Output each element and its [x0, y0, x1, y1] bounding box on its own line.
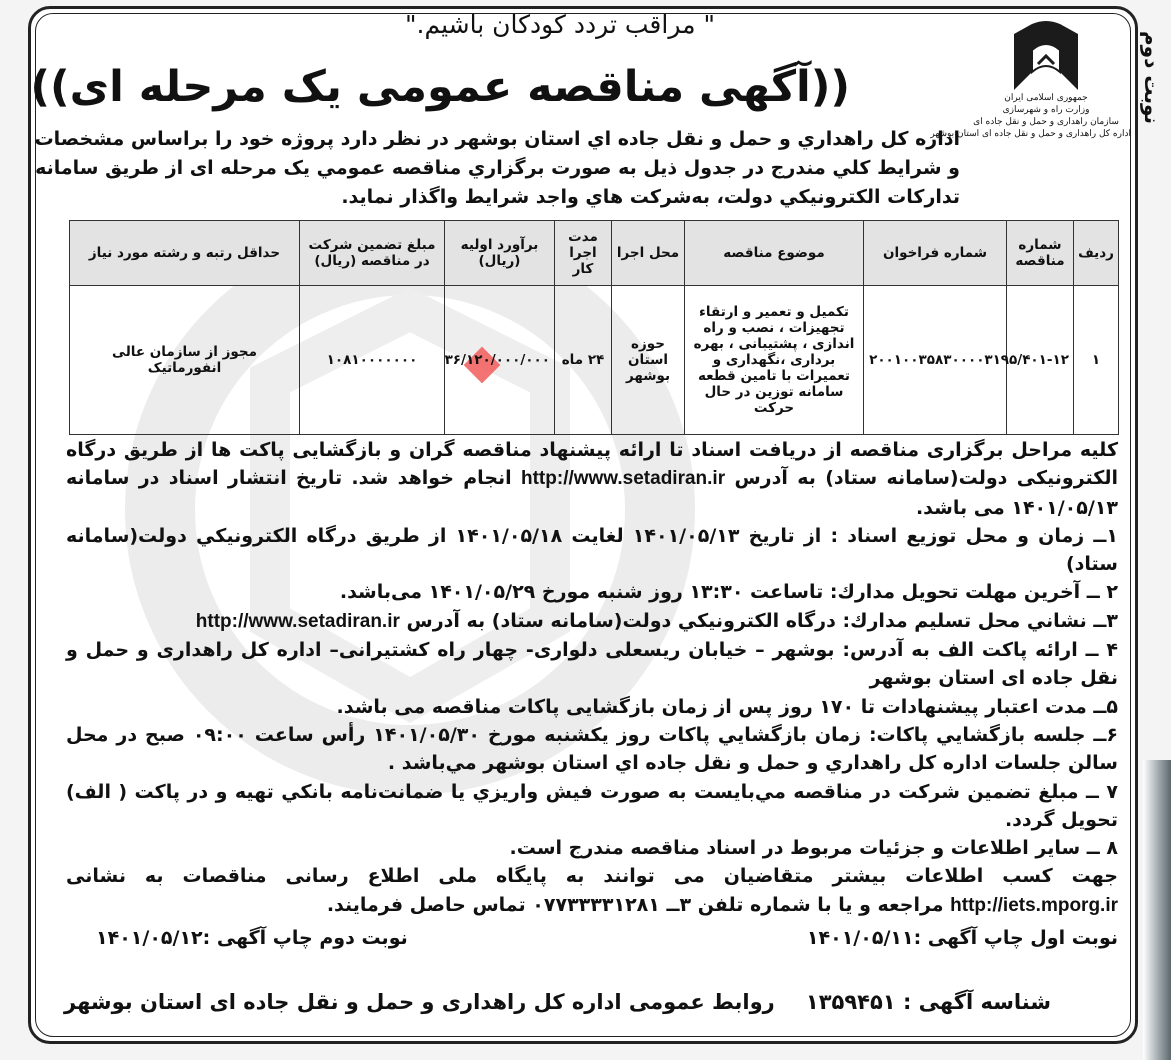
table-header-row — [70, 221, 1119, 286]
item-1-label: ۱ــ زمان و محل توزیع اسناد : — [830, 524, 1118, 547]
item-6 — [66, 721, 1118, 778]
col-header-row: رديف — [1074, 221, 1119, 286]
item-7: ۷ ــ مبلغ تضمين شركت در مناقصه مي‌بايست به صورت فيش واريزي يا ضمانت‌نامه بانكي تهيه و در پاكت ( الف) تحويل گردد. — [66, 780, 1118, 831]
table-row — [70, 286, 1119, 435]
first-print-date: نوبت اول چاپ آگهی :۱۴۰۱/۰۵/۱۱ — [806, 927, 1118, 949]
cell-subject: تكميل و تعمير و ارتقاء تجهيزات ، نصب و راه اندازی ، پشتیبانی ، بهره برداری ،نگهداری و تعميرات با تامين قطعه سامانه توزين در حال حركت — [685, 286, 864, 435]
slogan: " مراقب تردد کودکان باشیم." — [405, 10, 715, 39]
logo-line-4: اداره کل راهداری و حمل و نقل جاده ای استان بوشهر — [930, 129, 1131, 139]
second-print-date: نوبت دوم چاپ آگهی :۱۴۰۱/۰۵/۱۲ — [96, 927, 408, 949]
item-4-label: ۴ ــ ارائه پاکت الف به آدرس: — [842, 639, 1118, 662]
logo-line-2: وزارت راه و شهرسازی — [1002, 105, 1090, 115]
item-3-label: ۳ــ نشاني محل تسليم مدارك: — [842, 609, 1118, 632]
col-header-location: محل اجرا — [612, 221, 685, 286]
item-8: ۸ ــ ساير اطلاعات و جزئيات مربوط در اسناد مناقصه مندرج است. — [509, 837, 1118, 860]
item-1-text: از تاريخ ۱۴۰۱/۰۵/۱۳ لغايت ۱۴۰۱/۰۵/۱۸ از طريق درگاه الكترونيكي دولت(سامانه ستاد) — [66, 524, 1118, 576]
item-4-text: بوشهر – خیابان ریسعلی دلواری- چهار راه كشتیرانی– اداره كل راهداری و حمل و نقل جاده ای استان بوشهر — [66, 639, 1118, 690]
general-paragraph — [66, 436, 1118, 522]
intro-line: تداركات الكترونيكي دولت، به‌شركت هاي واجد شرايط واگذار نمايد. — [341, 186, 960, 208]
col-header-tender-no: شماره مناقصه — [1007, 221, 1074, 286]
general-text-b: انجام خواهد شد. تاريخ انتشار اسناد در سامانه ۱۴۰۱/۰۵/۱۳ می باشد. — [66, 467, 1118, 519]
col-header-call-no: شماره فراخوان — [864, 221, 1007, 286]
contact-paragraph — [66, 862, 1118, 920]
cell-guarantee: ۱۰۸۱۰۰۰۰۰۰۰ — [300, 286, 445, 435]
cell-duration: ۲۴ ماه — [555, 286, 612, 435]
item-6-text: زمان بازگشايي پاكات روز يكشنبه مورخ ۱۴۰۱/۰۵/۳۰ رأس ساعت ۰۹:۰۰ صبح در محل سالن جلسات اداره كل راهداري و حمل و نقل جاده اي استان بوشهر مي‌باشد . — [66, 723, 1118, 775]
ad-id: شناسه آگهی : ۱۳۵۹۴۵۱ — [805, 990, 1051, 1014]
cell-location: حوزه استان بوشهر — [612, 286, 685, 435]
cell-tender-no: ۹۵/۴۰۱-۱۲ — [1007, 286, 1074, 435]
col-header-duration: مدت اجرا كار — [555, 221, 612, 286]
item-6-label: ۶ــ جلسه بازگشايي پاكات: — [868, 723, 1118, 746]
item-5: ۵ــ مدت اعتبار پیشنهادات تا ۱۷۰ روز پس از زمان بازگشایی پاكات مناقصه می باشد. — [336, 695, 1118, 718]
contact-text-a: جهت كسب اطلاعات بيشتر متقاضيان می توانند به پایگاه ملی اطلاع رسانی مناقصات به نشانی — [66, 865, 1118, 888]
col-header-guarantee: مبلغ تضمين شركت در مناقصه (ريال) — [300, 221, 445, 286]
logo-line-3: سازمان راهداری و حمل و نقل جاده ای — [973, 117, 1119, 127]
col-header-qualification: حداقل رتبه و رشته مورد نياز — [70, 221, 300, 286]
col-header-subject: موضوع مناقصه — [685, 221, 864, 286]
ministry-logo — [930, 20, 1131, 190]
tender-table — [69, 220, 1119, 435]
col-header-estimate: برآورد اوليه (ريال) — [445, 221, 555, 286]
cell-row: ۱ — [1074, 286, 1119, 435]
intro-paragraph — [34, 125, 960, 212]
print-dates — [66, 927, 1118, 957]
item-1 — [66, 522, 1118, 579]
item-4 — [66, 636, 1118, 693]
setad-link[interactable]: http://www.setadiran.ir — [521, 468, 726, 490]
body-text — [66, 436, 1118, 920]
item-2-label: ۲ ــ آخرین مهلت تحویل مدارك: — [829, 581, 1118, 604]
organization-signature: روابط عمومی اداره کل راهداری و حمل و نقل جاده ای استان بوشهر — [64, 990, 775, 1014]
background-edge — [1143, 760, 1171, 1060]
item-2 — [66, 578, 1118, 606]
item-3 — [66, 607, 1118, 636]
setad-link-2[interactable]: http://www.setadiran.ir — [195, 610, 400, 632]
edition-label: نوبت دوم — [1140, 31, 1164, 125]
cell-estimate — [445, 286, 555, 435]
intro-line: و شرايط كلي مندرج در جدول ذيل به صورت برگزاري مناقصه عمومي يک مرحله ای از طريق سامانه — [35, 157, 960, 179]
item-3-text: درگاه الكترونيكي دولت(سامانه ستاد) به آدرس — [406, 609, 836, 632]
item-2-text: تاساعت ۱۳:۳۰ روز شنبه مورخ ۱۴۰۱/۰۵/۲۹ می‌باشد. — [339, 581, 824, 604]
general-text-a: کلیه مراحل برگزاری مناقصه از دریافت اسناد تا ارائه پیشنهاد مناقصه گران و بازگشایی پاکت ها از طریق درگاه الکترونیکی دولت(سامانه ستاد) به آدرس — [66, 439, 1118, 490]
logo-line-1: جمهوری اسلامی ایران — [1004, 93, 1088, 103]
cell-call-no: ۲۰۰۱۰۰۳۵۸۳۰۰۰۰۳۱ — [864, 286, 1007, 435]
page-title: ((آگهی مناقصه عمومی یک مرحله ای)) — [30, 62, 850, 112]
intro-line: اداره كل راهداري و حمل و نقل جاده اي استان بوشهر در نظر دارد پروژه خود را براساس مشخصات — [34, 128, 960, 150]
iets-link[interactable]: http://iets.mporg.ir — [950, 894, 1118, 916]
cell-qualification: مجوز از سازمان عالی انفورماتیک — [70, 286, 300, 435]
contact-text-b: مراجعه و يا با شماره تلفن ۳ــ ۰۷۷۳۳۳۳۱۲۸۱ تماس حاصل فرمايند. — [326, 893, 944, 916]
estimate-value: ۳۶/۱۲۰/۰۰۰/۰۰۰ — [444, 352, 550, 368]
road-emblem-icon — [1008, 20, 1084, 92]
